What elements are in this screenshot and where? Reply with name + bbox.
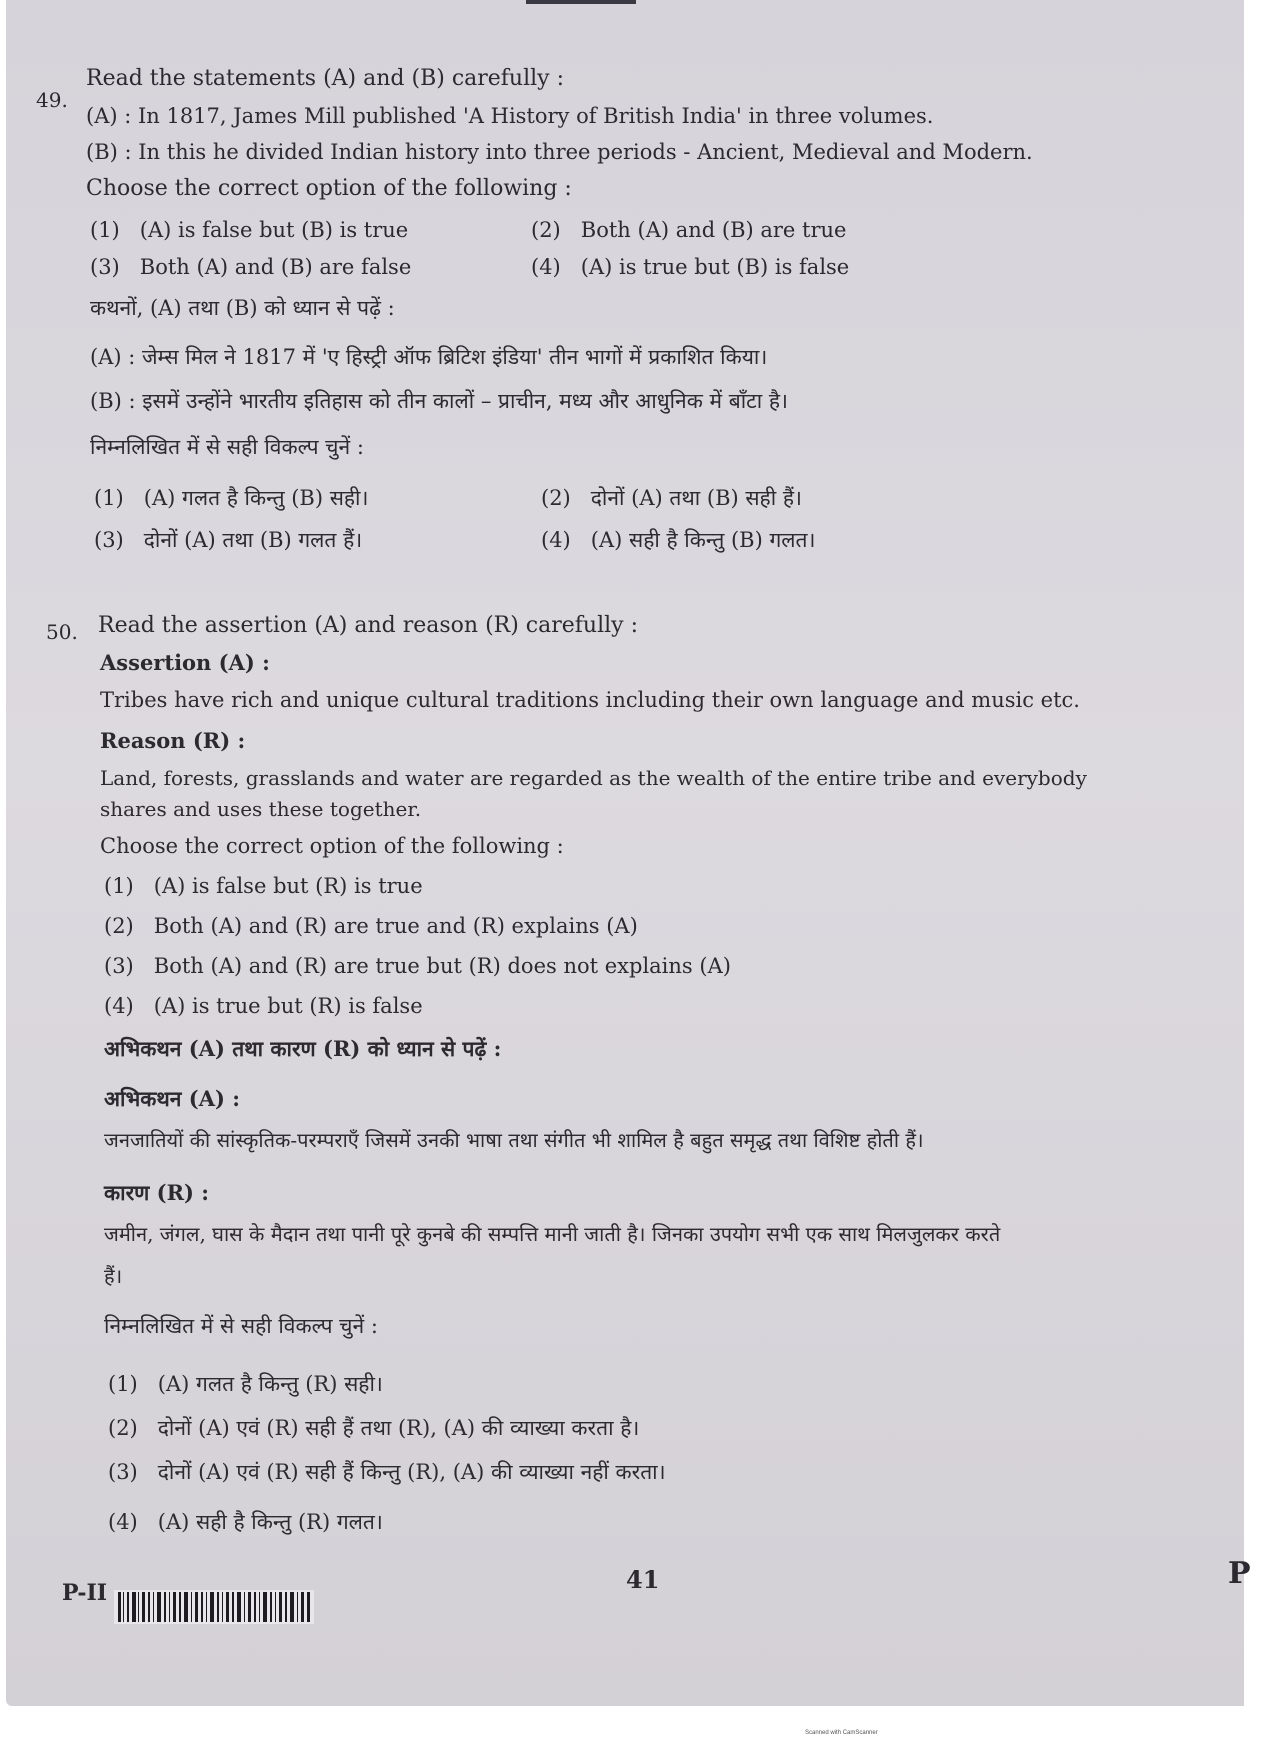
q49-option-1: (1) (A) is false but (B) is true	[90, 218, 409, 242]
q50-option-1: (1) (A) is false but (R) is true	[104, 874, 423, 898]
corner-letter: P	[1228, 1556, 1251, 1591]
question-50-number: 50.	[46, 620, 78, 644]
q50-hindi-option-1: (1) (A) गलत है किन्तु (R) सही।	[108, 1372, 383, 1396]
q50-hindi-assertion-label: अभिकथन (A) :	[104, 1086, 240, 1111]
question-49-intro: Read the statements (A) and (B) carefully :	[86, 66, 565, 91]
q49-hindi-statement-a: (A) : जेम्स मिल ने 1817 में 'ए हिस्ट्री ऑफ ब्रिटिश इंडिया' तीन भागों में प्रकाशित किया।	[90, 345, 768, 369]
question-paper-page	[6, 0, 1251, 1706]
q49-option-2: (2) Both (A) and (B) are true	[531, 218, 847, 242]
question-50-assertion: Tribes have rich and unique cultural traditions including their own language and music etc.	[100, 688, 1080, 712]
q49-hindi-option-4: (4) (A) सही है किन्तु (B) गलत।	[541, 528, 816, 552]
scanner-watermark: Scanned with CamScanner	[805, 1730, 878, 1736]
q50-option-2: (2) Both (A) and (R) are true and (R) explains (A)	[104, 914, 638, 938]
q49-hindi-option-3: (3) दोनों (A) तथा (B) गलत हैं।	[94, 528, 363, 552]
q50-hindi-assertion: जनजातियों की सांस्कृतिक-परम्पराएँ जिसमें उनकी भाषा तथा संगीत भी शामिल है बहुत समृद्ध तथा विशिष्ट होती हैं।	[104, 1128, 924, 1152]
q50-hindi-intro: अभिकथन (A) तथा कारण (R) को ध्यान से पढ़ें :	[104, 1036, 502, 1061]
question-50-reason-label: Reason (R) :	[100, 728, 246, 753]
question-49-statement-a: (A) : In 1817, James Mill published 'A History of British India' in three volumes.	[86, 104, 934, 128]
q50-hindi-reason-line-1: जमीन, जंगल, घास के मैदान तथा पानी पूरे कुनबे की सम्पत्ति मानी जाती है। जिनका उपयोग सभी एक साथ मिलजुलकर करते	[104, 1222, 1001, 1246]
question-49-number: 49.	[36, 88, 68, 112]
q50-hindi-option-3: (3) दोनों (A) एवं (R) सही हैं किन्तु (R), (A) की व्याख्या नहीं करता।	[108, 1460, 666, 1484]
page-number: 41	[626, 1565, 660, 1594]
q49-hindi-statement-b: (B) : इसमें उन्होंने भारतीय इतिहास को तीन कालों – प्राचीन, मध्य और आधुनिक में बाँटा है।	[90, 389, 788, 413]
booklet-code: P-II	[62, 1580, 108, 1606]
question-50-reason-line-2: shares and uses these together.	[100, 797, 422, 821]
q49-hindi-intro: कथनों, (A) तथा (B) को ध्यान से पढ़ें :	[90, 296, 395, 320]
question-50-reason-line-1: Land, forests, grasslands and water are regarded as the wealth of the entire tribe and everybody	[100, 766, 1087, 790]
q49-option-4: (4) (A) is true but (B) is false	[531, 255, 850, 279]
q50-option-4: (4) (A) is true but (R) is false	[104, 994, 423, 1018]
q50-hindi-option-2: (2) दोनों (A) एवं (R) सही हैं तथा (R), (A) की व्याख्या करता है।	[108, 1416, 640, 1440]
question-50-assertion-label: Assertion (A) :	[100, 650, 270, 675]
q50-option-3: (3) Both (A) and (R) are true but (R) does not explains (A)	[104, 954, 731, 978]
q49-hindi-option-1: (1) (A) गलत है किन्तु (B) सही।	[94, 486, 369, 510]
barcode-icon	[114, 1590, 314, 1624]
q50-hindi-reason-label: कारण (R) :	[104, 1180, 210, 1205]
top-edge-mark	[526, 0, 636, 4]
question-50-choose: Choose the correct option of the following :	[100, 834, 564, 858]
question-50-intro: Read the assertion (A) and reason (R) carefully :	[98, 613, 638, 638]
q50-hindi-reason-line-2: हैं।	[104, 1264, 123, 1288]
q49-hindi-option-2: (2) दोनों (A) तथा (B) सही हैं।	[541, 486, 802, 510]
q49-hindi-choose: निम्नलिखित में से सही विकल्प चुनें :	[90, 435, 364, 459]
q50-hindi-choose: निम्नलिखित में से सही विकल्प चुनें :	[104, 1314, 378, 1338]
q49-option-3: (3) Both (A) and (B) are false	[90, 255, 412, 279]
question-49-statement-b: (B) : In this he divided Indian history into three periods - Ancient, Medieval and Modern.	[86, 140, 1033, 164]
question-49-choose: Choose the correct option of the following :	[86, 176, 572, 201]
q50-hindi-option-4: (4) (A) सही है किन्तु (R) गलत।	[108, 1510, 383, 1534]
